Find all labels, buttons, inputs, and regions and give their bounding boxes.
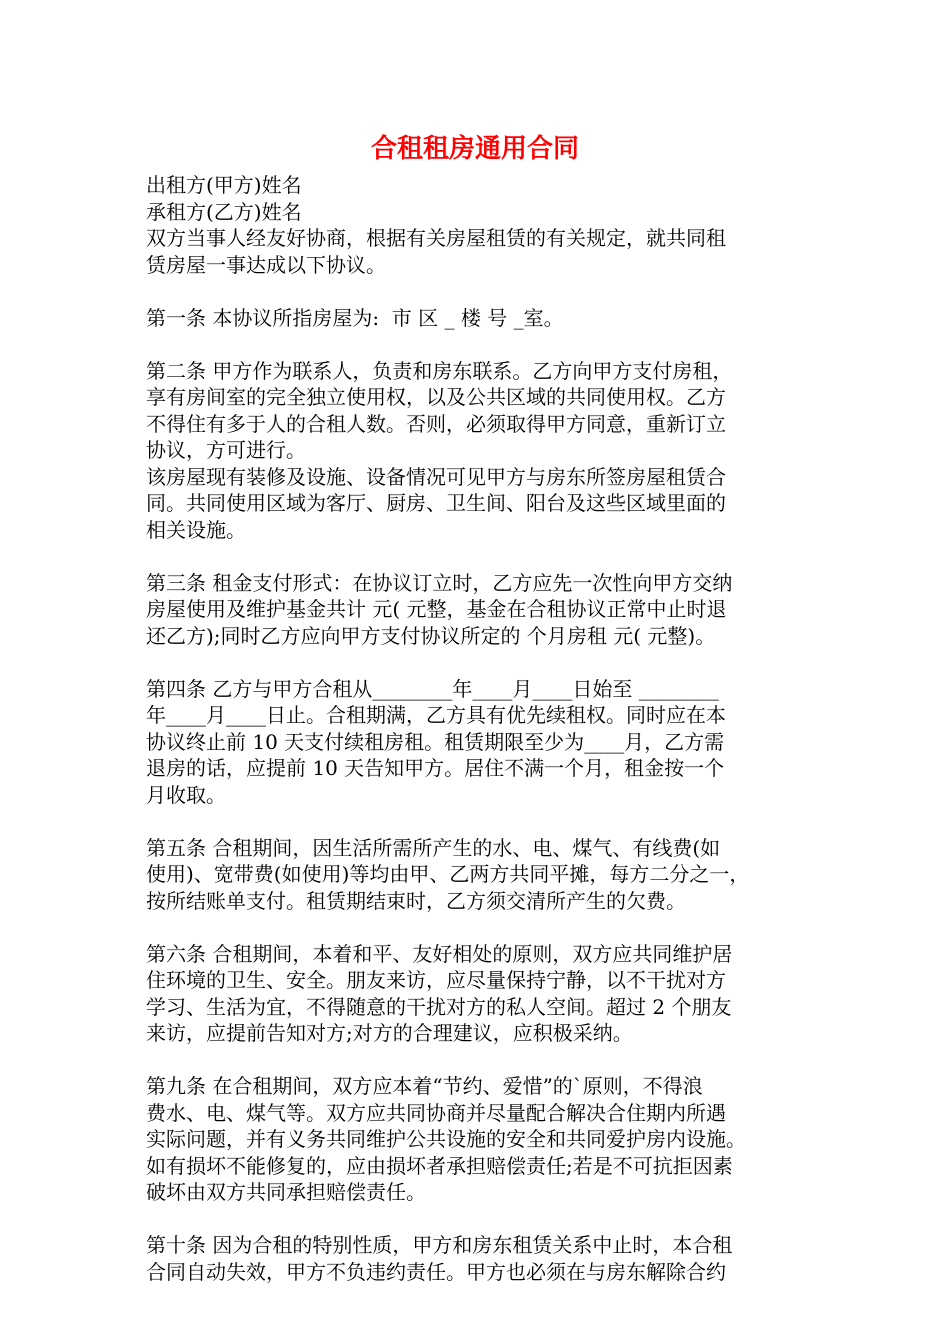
blank-line [146, 649, 818, 676]
blank-line [146, 278, 818, 305]
text-line: 来访，应提前告知对方;对方的合理建议，应积极采纳。 [146, 1021, 633, 1045]
blank-line [146, 914, 818, 941]
text-line: 承租方(乙方)姓名 [146, 199, 302, 224]
text-line: 还乙方);同时乙方应向甲方支付协议所定的 个月房租 元( 元整)。 [146, 623, 716, 648]
text-line: 房屋使用及维护基金共计 元( 元整，基金在合租协议正常中止时退 [146, 597, 727, 621]
text-line: 同。共同使用区域为客厅、厨房、卫生间、阳台及这些区域里面的 [146, 491, 726, 515]
text-line: 第十条 因为合租的特别性质，甲方和房东租赁关系中止时，本合租 [146, 1233, 733, 1257]
blank-line [146, 331, 818, 358]
text-line: 第五条 合租期间，因生活所需所产生的水、电、煤气、有线费(如 [146, 835, 721, 860]
text-line: 住环境的卫生、安全。朋友来访，应尽量保持宁静，以不干扰对方 [146, 968, 726, 992]
document-title: 合租租房通用合同 [370, 134, 579, 164]
text-line: 第九条 在合租期间，双方应本着“节约、爱惜”的`原则，不得浪 [146, 1074, 703, 1098]
text-line: 第一条 本协议所指房屋为: 市 区 _ 楼 号 _室。 [146, 305, 564, 330]
text-line: 按所结账单支付。租赁期结束时，乙方须交清所产生的欠费。 [146, 888, 686, 913]
text-line: 退房的话，应提前 10 天告知甲方。居住不满一个月，租金按一个 [146, 756, 725, 780]
text-line: 该房屋现有装修及设施、设备情况可见甲方与房东所签房屋租赁合 [146, 464, 726, 489]
text-line: 学习、生活为宜，不得随意的干扰对方的私人空间。超过 2 个朋友 [146, 994, 732, 1019]
blank-line [146, 808, 818, 835]
text-line: 月收取。 [146, 782, 226, 807]
text-line: 相关设施。 [146, 517, 246, 542]
text-line: 第二条 甲方作为联系人，负责和房东联系。乙方向甲方支付房租， [146, 358, 733, 383]
text-line: 享有房间室的完全独立使用权，以及公共区域的共同使用权。乙方 [146, 385, 726, 409]
text-line: 赁房屋一事达成以下协议。 [146, 252, 386, 277]
text-line: 费水、电、煤气等。双方应共同协商并尽量配合解决合住期内所遇 [146, 1100, 726, 1125]
text-line: 破坏由双方共同承担赔偿责任。 [146, 1180, 426, 1204]
text-line: 协议终止前 10 天支付续租房租。租赁期限至少为____月，乙方需 [146, 729, 725, 754]
text-line: 第三条 租金支付形式：在协议订立时，乙方应先一次性向甲方交纳 [146, 570, 733, 595]
text-line: 第六条 合租期间，本着和平、友好相处的原则，双方应共同维护居 [146, 941, 733, 966]
text-line: 使用)、宽带费(如使用)等均由甲、乙两方共同平摊，每方二分之一， [146, 862, 750, 886]
document-body [146, 172, 818, 1285]
blank-line [146, 1206, 818, 1233]
text-line: 合同自动失效，甲方不负违约责任。甲方也必须在与房东解除合约 [146, 1259, 726, 1284]
text-line: 实际问题，并有义务共同维护公共设施的安全和共同爱护房内设施。 [146, 1127, 746, 1151]
text-line: 年____月____日止。合租期满，乙方具有优先续租权。同时应在本 [146, 703, 726, 727]
blank-line [146, 1047, 818, 1074]
text-line: 出租方(甲方)姓名 [146, 173, 302, 197]
text-line: 不得住有多于人的合租人数。否则，必须取得甲方同意，重新订立 [146, 411, 726, 436]
text-line: 第四条 乙方与甲方合租从________年____月____日始至 ________ [146, 676, 719, 701]
text-line: 双方当事人经友好协商，根据有关房屋租赁的有关规定，就共同租 [146, 226, 726, 250]
blank-line [146, 543, 818, 570]
text-line: 协议，方可进行。 [146, 438, 306, 462]
text-line: 如有损坏不能修复的，应由损坏者承担赔偿责任;若是不可抗拒因素 [146, 1153, 733, 1178]
